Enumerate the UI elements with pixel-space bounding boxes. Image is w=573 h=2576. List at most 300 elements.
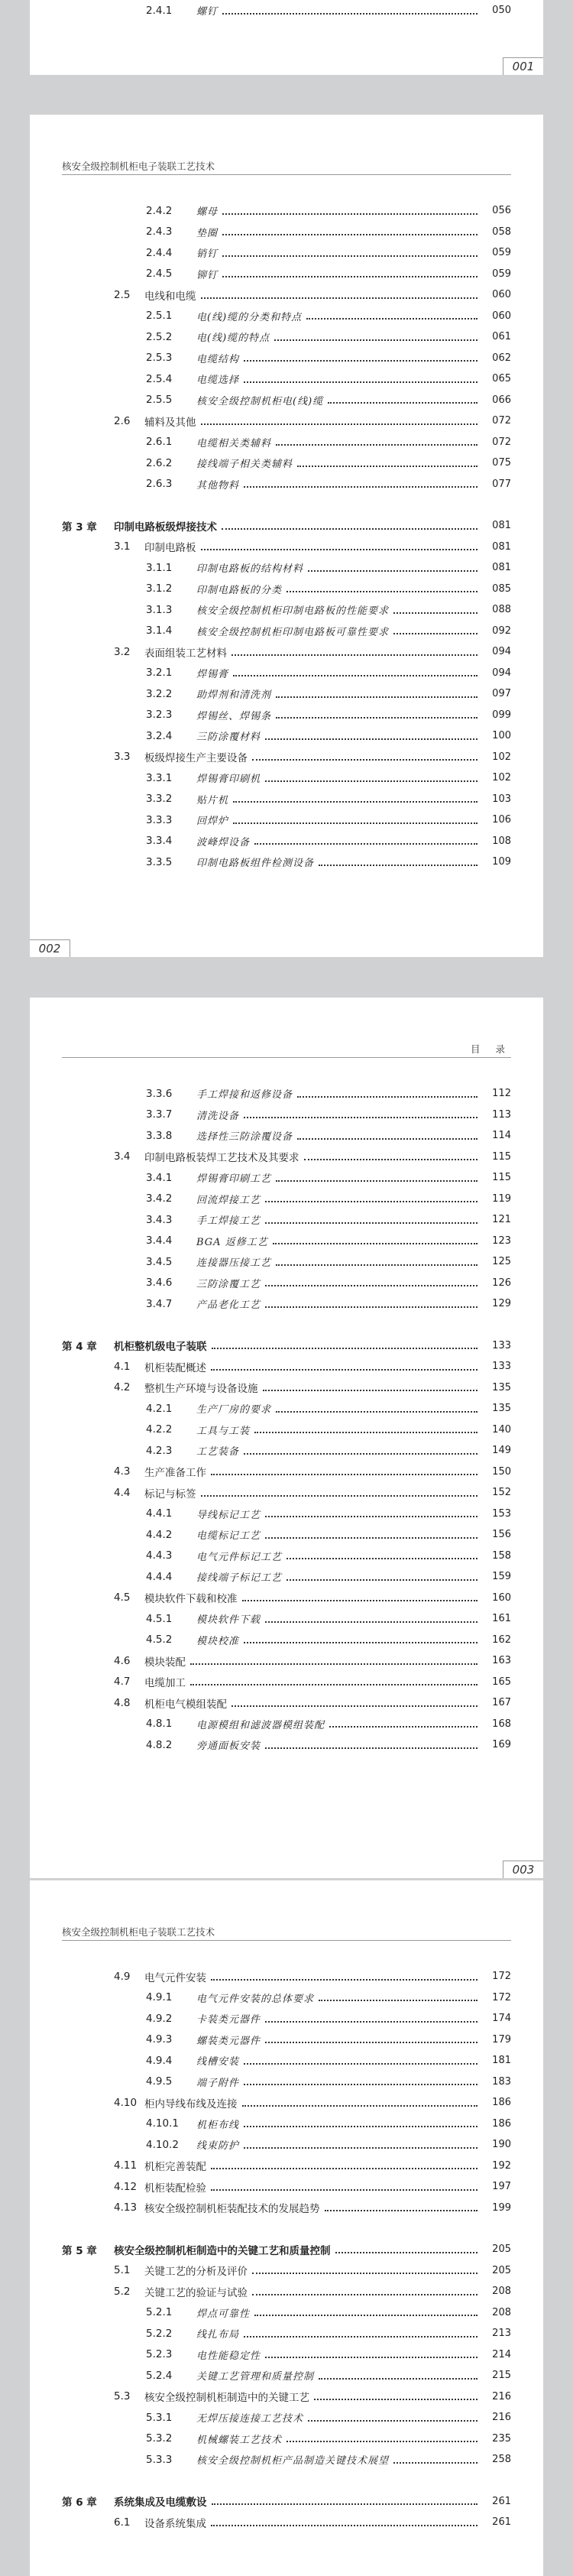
dot-leader [222, 234, 478, 235]
toc-subsection-entry [62, 1714, 511, 1735]
toc-number: 3.1.4 [146, 625, 173, 638]
toc-title: 电缆标记工艺 [196, 1530, 261, 1543]
toc-subsection-entry [62, 1251, 511, 1273]
toc-title: 手工焊接工艺 [196, 1215, 261, 1228]
toc-title: 三防涂覆工艺 [196, 1278, 261, 1290]
toc-subsection-entry [62, 1273, 511, 1294]
dot-leader [233, 675, 478, 676]
page-number: 001 [503, 57, 543, 75]
toc-list [62, 0, 511, 21]
toc-subsection-entry [62, 2134, 511, 2156]
toc-number: 3.4.5 [146, 1255, 173, 1268]
toc-page-ref: 258 [492, 2454, 511, 2466]
dot-leader [308, 570, 478, 572]
toc-subsection-entry [62, 453, 511, 474]
toc-title: 模块软件下载 [196, 1614, 261, 1627]
toc-title: 螺母 [196, 206, 219, 219]
toc-subsection-entry [62, 1419, 511, 1441]
toc-subsection-entry [62, 264, 511, 285]
toc-title: 三防涂覆材料 [196, 732, 261, 744]
dot-leader [265, 2357, 478, 2358]
toc-subsection-entry [62, 1293, 511, 1315]
toc-number: 4.12 [114, 2180, 138, 2193]
toc-number: 3.2 [114, 645, 131, 658]
toc-subsection-entry [62, 222, 511, 243]
toc-subsection-entry [62, 1167, 511, 1189]
dot-leader [231, 1705, 478, 1707]
toc-number: 2.5.1 [146, 310, 173, 323]
toc-section-entry [62, 1692, 511, 1714]
dot-leader [265, 1537, 478, 1539]
dot-leader [265, 780, 478, 782]
toc-chapter-entry [62, 515, 511, 537]
toc-number: 3.3.2 [146, 793, 173, 806]
dot-leader [222, 13, 478, 15]
toc-number: 4.5.2 [146, 1634, 173, 1646]
toc-page-ref: 214 [492, 2348, 511, 2360]
dot-leader [212, 2503, 478, 2505]
toc-title: 表面组装工艺材料 [144, 647, 227, 660]
toc-title: 机柜整机级电子装联 [114, 1341, 207, 1354]
toc-page-ref: 125 [492, 1256, 511, 1268]
toc-number: 2.4.5 [146, 268, 173, 281]
toc-title: 板级焊接生产主要设备 [144, 752, 248, 765]
toc-subsection-entry [62, 579, 511, 600]
dot-leader [265, 1621, 478, 1623]
dot-leader [297, 466, 478, 467]
toc-number: 6.1 [114, 2516, 131, 2529]
dot-leader [297, 1138, 478, 1140]
toc-section-entry [62, 1356, 511, 1377]
toc-subsection-entry [62, 1524, 511, 1546]
toc-page-ref: 135 [492, 1403, 511, 1415]
dot-leader [233, 822, 478, 824]
toc-title: 机柜布线 [196, 2119, 240, 2131]
toc-number: 5.2.2 [146, 2327, 173, 2340]
toc-page-ref: 261 [492, 2516, 511, 2529]
dot-leader [393, 612, 478, 614]
dot-leader [244, 2084, 478, 2085]
toc-title: 回流焊接工艺 [196, 1194, 261, 1206]
toc-number: 3.4.1 [146, 1171, 173, 1184]
toc-title: 回焊炉 [196, 816, 229, 828]
toc-subsection-entry [62, 1566, 511, 1588]
dot-leader [190, 1684, 478, 1685]
toc-subsection-entry [62, 809, 511, 831]
toc-number: 4.10.2 [146, 2138, 179, 2151]
toc-number: 4.3 [114, 1465, 131, 1478]
toc-title: 选择性三防涂覆设备 [196, 1131, 293, 1144]
toc-page-ref: 162 [492, 1634, 511, 1646]
toc-number: 4.4.1 [146, 1507, 173, 1520]
toc-title: 铆钉 [196, 269, 219, 281]
dot-leader [244, 2336, 478, 2338]
toc-title: 印制电路板组件检测设备 [196, 858, 315, 870]
toc-number: 5.1 [114, 2264, 131, 2277]
dot-leader [286, 591, 478, 592]
toc-number: 3.1.2 [146, 582, 173, 595]
toc-page-ref: 172 [492, 1991, 511, 2003]
toc-title: 印制电路板级焊接技术 [114, 521, 217, 534]
toc-number: 4.10 [114, 2096, 138, 2109]
toc-page-ref: 088 [492, 604, 511, 616]
toc-title: 焊锡丝、焊锡条 [196, 710, 272, 722]
toc-page-ref: 114 [492, 1130, 511, 1142]
toc-title: 机柜装配概述 [144, 1361, 206, 1374]
dot-leader [265, 1201, 478, 1202]
dot-leader [286, 2441, 478, 2442]
toc-subsection-entry [62, 831, 511, 852]
toc-page-ref: 129 [492, 1298, 511, 1310]
toc-number: 3.1.3 [146, 603, 173, 616]
toc-page-ref: 159 [492, 1571, 511, 1583]
toc-page-ref: 168 [492, 1718, 511, 1730]
toc-number: 3.3.1 [146, 771, 173, 784]
toc-page-ref: 186 [492, 2117, 511, 2130]
toc-title: 整机生产环境与设备设施 [144, 1383, 258, 1396]
dot-leader [297, 1096, 478, 1098]
toc-page-ref: 199 [492, 2201, 511, 2214]
toc-subsection-entry [62, 1440, 511, 1462]
toc-title: 电缆加工 [144, 1677, 186, 1690]
toc-section-entry [62, 2512, 511, 2533]
toc-page-ref: 133 [492, 1361, 511, 1373]
toc-number: 5.2 [114, 2285, 131, 2298]
toc-page-ref: 097 [492, 688, 511, 700]
toc-page-ref: 192 [492, 2159, 511, 2172]
toc-subsection-entry [62, 767, 511, 789]
toc-subsection-entry [62, 2114, 511, 2135]
toc-title: 标记与标签 [144, 1488, 196, 1501]
toc-number: 3.3.4 [146, 835, 173, 848]
toc-section-entry [62, 2092, 511, 2114]
dot-leader [276, 1180, 478, 1182]
toc-subsection-entry [62, 1209, 511, 1231]
dot-leader [233, 801, 478, 803]
toc-subsection-entry [62, 1734, 511, 1756]
toc-subsection-entry [62, 2050, 511, 2072]
toc-title: 印制电路板的结构材料 [196, 563, 304, 576]
toc-page-ref: 094 [492, 667, 511, 679]
toc-page-ref: 153 [492, 1507, 511, 1520]
toc-page-ref: 066 [492, 394, 511, 406]
dot-leader [319, 2000, 478, 2001]
dot-leader [222, 528, 478, 530]
toc-number: 4.4.2 [146, 1528, 173, 1541]
toc-number: 2.4.3 [146, 225, 173, 238]
toc-page-ref: 085 [492, 582, 511, 595]
toc-title: 焊点可靠性 [196, 2308, 251, 2320]
toc-title: 生产厂房的要求 [196, 1404, 272, 1416]
toc-subsection-entry [62, 1987, 511, 2009]
toc-page-ref: 060 [492, 310, 511, 322]
toc-page-ref: 062 [492, 352, 511, 364]
toc-page-2 [30, 115, 543, 957]
toc-number: 3.2.4 [146, 729, 173, 742]
dot-leader [211, 1979, 478, 1981]
dot-leader [244, 1117, 478, 1118]
toc-section-entry [62, 2281, 511, 2302]
toc-subsection-entry [62, 0, 511, 21]
toc-page-ref: 235 [492, 2432, 511, 2445]
toc-page-ref: 163 [492, 1655, 511, 1667]
dot-leader [211, 1369, 478, 1371]
toc-subsection-entry [62, 621, 511, 642]
toc-subsection-entry [62, 2407, 511, 2428]
dot-leader [244, 486, 478, 488]
toc-page-ref: 058 [492, 225, 511, 238]
toc-number: 4.10.1 [146, 2117, 179, 2130]
toc-page-ref: 215 [492, 2370, 511, 2382]
toc-subsection-entry [62, 200, 511, 222]
toc-page-ref: 103 [492, 793, 511, 805]
toc-page-ref: 216 [492, 2390, 511, 2402]
toc-page-ref: 213 [492, 2328, 511, 2340]
toc-page-ref: 115 [492, 1150, 511, 1163]
toc-subsection-entry [62, 1398, 511, 1419]
toc-section-entry [62, 1966, 511, 1987]
toc-title: 无焊压接连接工艺技术 [196, 2413, 304, 2425]
toc-page-ref: 261 [492, 2495, 511, 2507]
toc-title: 系统集成及电缆敷设 [114, 2497, 207, 2509]
toc-subsection-entry [62, 725, 511, 747]
toc-number: 4.2.2 [146, 1423, 173, 1436]
toc-subsection-entry [62, 557, 511, 579]
toc-number: 3.2.3 [146, 709, 173, 722]
toc-page-ref: 109 [492, 856, 511, 868]
page-number: 002 [30, 939, 70, 957]
dot-leader [244, 2147, 478, 2149]
dot-leader [276, 1411, 478, 1413]
dot-leader [319, 2378, 478, 2380]
dot-leader [222, 276, 478, 277]
toc-number: 4.4.4 [146, 1570, 173, 1583]
toc-subsection-entry [62, 599, 511, 621]
toc-title: 核安全级控制机柜电(线)缆 [196, 395, 324, 407]
toc-title: 电气元件标记工艺 [196, 1551, 283, 1563]
dot-leader [254, 843, 478, 845]
toc-page-ref: 102 [492, 772, 511, 784]
dot-leader [201, 549, 478, 550]
toc-page-ref: 081 [492, 520, 511, 532]
toc-page-ref: 208 [492, 2286, 511, 2298]
dot-leader [265, 738, 478, 740]
toc-title: 核安全级控制机柜制造中的关键工艺和质量控制 [114, 2244, 331, 2257]
toc-title: 接线端子标记工艺 [196, 1572, 283, 1585]
toc-page-ref: 072 [492, 415, 511, 427]
toc-page-4 [30, 1880, 543, 2576]
toc-page-ref: 072 [492, 436, 511, 448]
toc-title: 模块装配 [144, 1656, 186, 1669]
toc-number: 4.6 [114, 1654, 131, 1667]
toc-title: 焊锡膏印刷机 [196, 774, 261, 786]
dot-leader [242, 1600, 478, 1601]
dot-leader [328, 402, 478, 404]
toc-page-ref: 123 [492, 1234, 511, 1247]
toc-subsection-entry [62, 1504, 511, 1525]
toc-page-ref: 179 [492, 2033, 511, 2046]
toc-page-ref: 060 [492, 289, 511, 301]
toc-title: 工艺装备 [196, 1446, 240, 1458]
toc-title: 核安全级控制机柜印制电路板可靠性要求 [196, 626, 390, 638]
toc-title: 卡装类元器件 [196, 2014, 261, 2026]
toc-subsection-entry [62, 2302, 511, 2324]
toc-list [62, 1083, 511, 1756]
toc-page-ref: 050 [492, 5, 511, 17]
toc-title: 设备系统集成 [144, 2517, 206, 2530]
toc-title: 柜内导线布线及连接 [144, 2097, 238, 2110]
dot-leader [276, 444, 478, 446]
dot-leader [286, 1579, 478, 1581]
toc-title: 螺钉 [196, 6, 219, 18]
toc-number: 3.4.6 [146, 1277, 173, 1290]
running-header: 核安全级控制机柜电子装联工艺技术 [62, 1925, 511, 1941]
toc-title: 清洗设备 [196, 1110, 240, 1122]
toc-number: 5.3.2 [146, 2432, 173, 2445]
toc-subsection-entry [62, 705, 511, 726]
toc-page-ref: 133 [492, 1339, 511, 1351]
toc-title: 电缆选择 [196, 375, 240, 387]
dot-leader [286, 1558, 478, 1559]
toc-section-entry [62, 747, 511, 768]
toc-page-ref: 158 [492, 1549, 511, 1562]
toc-subsection-entry [62, 368, 511, 390]
toc-section-entry [62, 1482, 511, 1504]
toc-title: 印制电路板装焊工艺技术及其要求 [144, 1152, 299, 1165]
toc-number: 4.8.2 [146, 1738, 173, 1751]
toc-subsection-entry [62, 2008, 511, 2029]
toc-number: 5.2.3 [146, 2348, 173, 2361]
toc-subsection-entry [62, 2344, 511, 2366]
toc-page-ref: 065 [492, 373, 511, 385]
dot-leader [254, 1432, 478, 1433]
toc-title: 手工焊接和返修设备 [196, 1089, 293, 1101]
toc-number: 3.3.6 [146, 1087, 173, 1100]
toc-title: 印制电路板 [144, 542, 196, 555]
toc-page-ref: 121 [492, 1214, 511, 1226]
dot-leader [335, 2252, 478, 2253]
dot-leader [276, 717, 478, 719]
page-number: 003 [503, 1861, 543, 1878]
toc-title: 机柜电气模组装配 [144, 1698, 227, 1711]
toc-number: 2.6.3 [146, 478, 173, 491]
toc-section-entry [62, 641, 511, 663]
toc-page-ref: 186 [492, 2097, 511, 2109]
toc-title: 波峰焊设备 [196, 836, 251, 848]
dot-leader [211, 1474, 478, 1475]
toc-page-ref: 059 [492, 247, 511, 259]
toc-number: 4.4.3 [146, 1549, 173, 1562]
toc-number: 3.4.4 [146, 1234, 173, 1247]
dot-leader [273, 1243, 478, 1244]
dot-leader [242, 2105, 478, 2107]
toc-section-entry [62, 1672, 511, 1693]
toc-subsection-entry [62, 2449, 511, 2471]
toc-number: 2.5.5 [146, 394, 173, 407]
toc-title: 核安全级控制机柜装配技术的发展趋势 [144, 2203, 320, 2216]
toc-section-entry [62, 537, 511, 558]
toc-title: 辅料及其他 [144, 416, 196, 429]
toc-section-entry [62, 284, 511, 306]
toc-page-ref: 081 [492, 562, 511, 574]
toc-title: 销钉 [196, 248, 219, 261]
dot-leader [304, 1159, 478, 1160]
toc-title: 线扎布局 [196, 2329, 240, 2341]
dot-leader [211, 2168, 478, 2169]
toc-title: 电气元件安装 [144, 1971, 206, 1984]
toc-section-entry [62, 2156, 511, 2177]
toc-subsection-entry [62, 1608, 511, 1630]
toc-number: 5.3 [114, 2390, 131, 2403]
toc-section-entry [62, 1650, 511, 1672]
dot-leader [265, 1285, 478, 1286]
toc-subsection-entry [62, 2428, 511, 2450]
dot-leader [244, 1453, 478, 1455]
dot-leader [201, 1495, 478, 1497]
toc-section-entry [62, 1462, 511, 1483]
toc-chapter-entry [62, 1335, 511, 1357]
toc-number: 4.9.2 [146, 2012, 173, 2025]
toc-chapter-entry [62, 2491, 511, 2513]
toc-title: 电性能稳定性 [196, 2350, 261, 2362]
toc-subsection-entry [62, 242, 511, 264]
toc-title: 产品老化工艺 [196, 1299, 261, 1312]
dot-leader [276, 696, 478, 698]
toc-page-ref: 081 [492, 540, 511, 553]
toc-title: 电(线)缆的特点 [196, 333, 270, 345]
toc-subsection-entry [62, 789, 511, 810]
toc-page-ref: 092 [492, 625, 511, 637]
toc-page-ref: 106 [492, 814, 511, 826]
toc-number: 2.4.2 [146, 204, 173, 217]
toc-page-ref: 183 [492, 2075, 511, 2088]
toc-number: 3.4 [114, 1150, 131, 1163]
toc-title: 其他物料 [196, 479, 240, 492]
toc-page-ref: 149 [492, 1445, 511, 1457]
toc-number: 4.8.1 [146, 1718, 173, 1731]
toc-subsection-entry [62, 2072, 511, 2093]
toc-title: 电线和电缆 [144, 290, 196, 303]
toc-section-entry [62, 2386, 511, 2408]
toc-number: 4.5.1 [146, 1612, 173, 1625]
toc-subsection-entry [62, 683, 511, 705]
toc-title: 旁通面板安装 [196, 1741, 261, 1753]
toc-page-ref: 113 [492, 1108, 511, 1121]
toc-number: 第 5 章 [62, 2244, 97, 2257]
toc-subsection-entry [62, 432, 511, 453]
toc-chapter-entry [62, 2239, 511, 2260]
toc-number: 4.7 [114, 1676, 131, 1689]
dot-leader [190, 1663, 478, 1665]
dot-leader [244, 381, 478, 383]
toc-title: 核安全级控制机柜制造中的关键工艺 [144, 2392, 309, 2405]
toc-number: 3.3.7 [146, 1108, 173, 1121]
dot-leader [265, 2042, 478, 2043]
toc-title: 核安全级控制机柜印制电路板的性能要求 [196, 605, 390, 618]
toc-title: 线束防护 [196, 2140, 240, 2153]
toc-section-entry [62, 1147, 511, 1168]
toc-subsection-entry [62, 1105, 511, 1126]
toc-number: 2.6 [114, 414, 131, 427]
toc-title: 电源模组和滤波器模组装配 [196, 1719, 325, 1731]
toc-subsection-entry [62, 390, 511, 411]
toc-page-ref: 126 [492, 1277, 511, 1289]
toc-title: 机械螺装工艺技术 [196, 2434, 283, 2446]
toc-page-ref: 181 [492, 2055, 511, 2067]
toc-page-ref: 152 [492, 1487, 511, 1499]
toc-page-ref: 216 [492, 2412, 511, 2424]
toc-title: 模块校准 [196, 1635, 240, 1647]
